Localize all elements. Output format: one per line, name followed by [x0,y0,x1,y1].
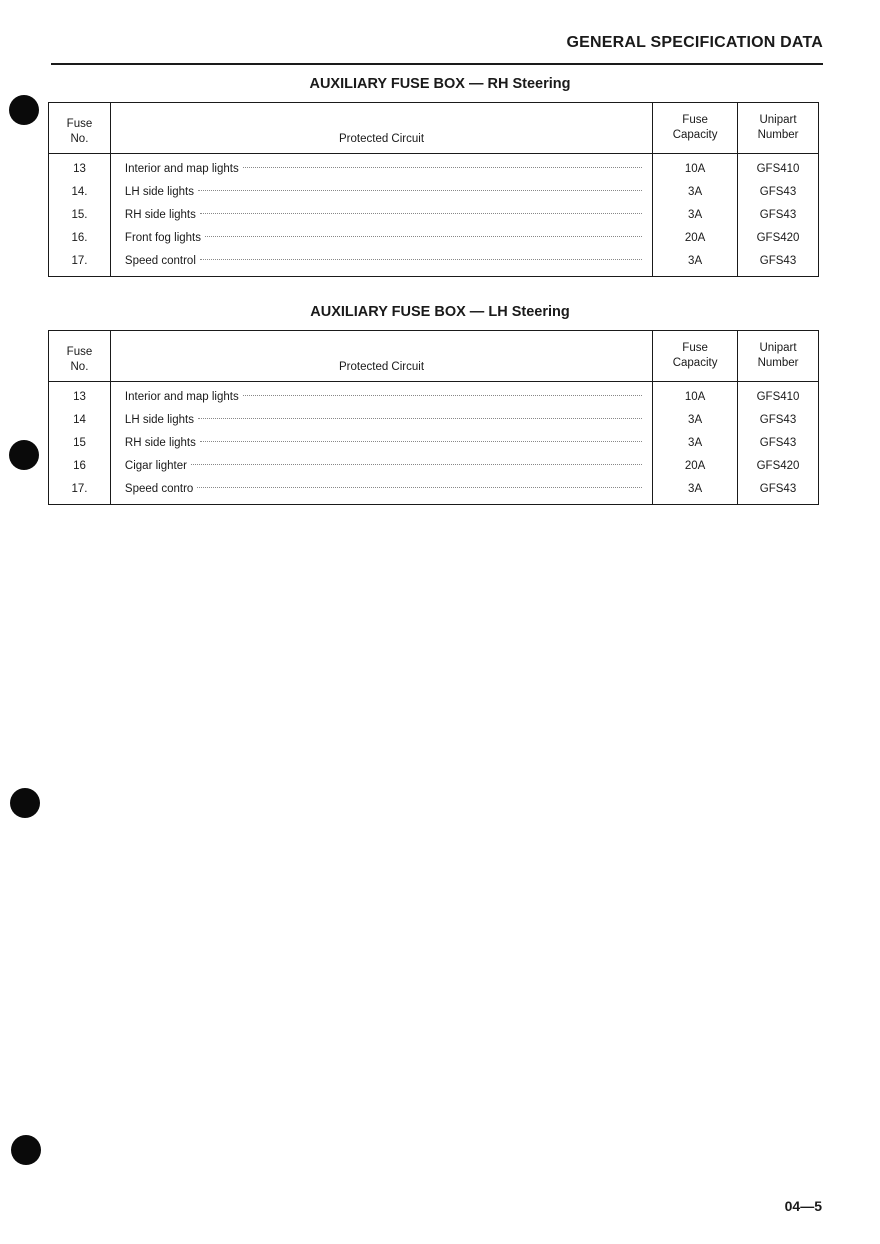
dot-leader [243,395,642,396]
circuit-name: RH side lights [124,209,196,221]
fuse-no-cell: 17. [49,250,111,277]
capacity-cell: 3A [653,478,738,505]
capacity-cell: 20A [653,227,738,250]
capacity-cell: 20A [653,455,738,478]
dot-leader [200,213,642,214]
capacity-cell: 10A [653,154,738,182]
circuit-cell [110,204,652,227]
dot-leader [200,441,642,442]
table-row [49,478,819,505]
table-row [49,154,819,182]
circuit-cell [110,250,652,277]
capacity-cell: 3A [653,181,738,204]
column-header-line: Capacity [672,357,718,369]
unipart-number-cell: GFS43 [738,478,819,505]
table-row [49,204,819,227]
binder-hole-icon [11,1135,41,1165]
circuit-cell [110,227,652,250]
column-header-fuse-no [49,331,111,382]
binder-hole-icon [9,440,39,470]
unipart-number-cell: GFS43 [738,250,819,277]
unipart-number-cell: GFS420 [738,455,819,478]
fuse-no-cell: 15 [49,432,111,455]
fuse-no-cell: 14. [49,181,111,204]
unipart-number-cell: GFS43 [738,432,819,455]
table-title-rh-steering: AUXILIARY FUSE BOX — RH Steering [309,76,571,92]
fuse-table-rh-steering [48,102,819,277]
column-header-line: No. [70,133,89,145]
binder-hole-icon [10,788,40,818]
capacity-cell: 3A [653,204,738,227]
unipart-number-cell: GFS43 [738,409,819,432]
table-header-row [49,331,819,382]
table-row [49,181,819,204]
capacity-cell: 3A [653,409,738,432]
column-header-line: Fuse [682,114,708,126]
column-header-fuse-capacity [653,331,738,382]
column-header-protected-circuit: Protected Circuit [110,103,652,154]
capacity-cell: 3A [653,250,738,277]
fuse-no-cell: 13 [49,382,111,410]
capacity-cell: 3A [653,432,738,455]
table-row [49,455,819,478]
circuit-name: Cigar lighter [124,460,187,472]
column-header-line: Number [757,129,799,141]
circuit-name: RH side lights [124,437,196,449]
column-header-line: Capacity [672,129,718,141]
dot-leader [198,418,642,419]
binder-hole-icon [9,95,39,125]
unipart-number-cell: GFS420 [738,227,819,250]
capacity-cell: 10A [653,382,738,410]
table-row [49,382,819,410]
circuit-name: LH side lights [124,414,194,426]
fuse-table-lh-steering [48,330,819,505]
table-row [49,432,819,455]
page-number: 04—5 [784,1198,822,1214]
circuit-cell [110,154,652,182]
header-rule [51,63,823,65]
page-header-title: GENERAL SPECIFICATION DATA [566,34,823,51]
table-header-row [49,103,819,154]
circuit-cell [110,181,652,204]
circuit-name: LH side lights [124,186,194,198]
column-header-line: Unipart [759,342,797,354]
unipart-number-cell: GFS43 [738,204,819,227]
column-header-protected-circuit: Protected Circuit [110,331,652,382]
column-header-unipart-number [738,331,819,382]
column-header-line: Fuse [682,342,708,354]
circuit-cell [110,455,652,478]
circuit-name: Speed control [124,255,196,267]
circuit-name: Interior and map lights [124,163,239,175]
circuit-cell [110,432,652,455]
circuit-name: Interior and map lights [124,391,239,403]
table-title-lh-steering: AUXILIARY FUSE BOX — LH Steering [310,304,570,320]
dot-leader [205,236,642,237]
column-header-line: Fuse [66,346,93,358]
circuit-cell [110,382,652,410]
table-row [49,409,819,432]
dot-leader [200,259,642,260]
fuse-no-cell: 16 [49,455,111,478]
dot-leader [243,167,642,168]
column-header-line: Number [757,357,799,369]
dot-leader [197,487,642,488]
column-header-fuse-no [49,103,111,154]
circuit-name: Speed contro [124,483,194,495]
fuse-no-cell: 17. [49,478,111,505]
column-header-line: No. [70,361,89,373]
column-header-fuse-capacity [653,103,738,154]
fuse-no-cell: 16. [49,227,111,250]
circuit-cell [110,409,652,432]
column-header-unipart-number [738,103,819,154]
table-row [49,227,819,250]
dot-leader [198,190,642,191]
dot-leader [191,464,642,465]
circuit-name: Front fog lights [124,232,201,244]
column-header-line: Unipart [759,114,797,126]
table-row [49,250,819,277]
unipart-number-cell: GFS43 [738,181,819,204]
fuse-no-cell: 13 [49,154,111,182]
unipart-number-cell: GFS410 [738,382,819,410]
unipart-number-cell: GFS410 [738,154,819,182]
circuit-cell [110,478,652,505]
fuse-no-cell: 14 [49,409,111,432]
fuse-no-cell: 15. [49,204,111,227]
column-header-line: Fuse [66,118,93,130]
